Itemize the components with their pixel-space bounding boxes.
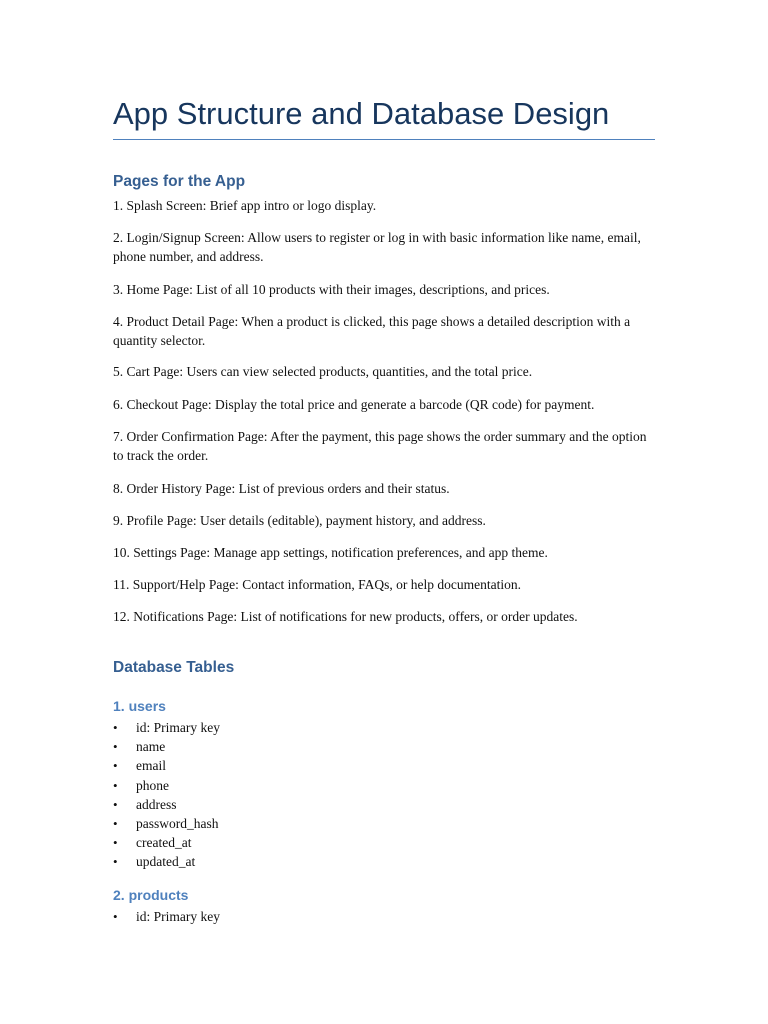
field-name: phone: [136, 777, 169, 793]
list-item: [113, 852, 220, 871]
bullet-icon: •: [113, 909, 118, 924]
field-name: created_at: [136, 835, 192, 851]
page-item-2: 2. Login/Signup Screen: Allow users to register or log in with basic information like name, email, phone number, and address.: [113, 230, 641, 264]
page-item-1: 1. Splash Screen: Brief app intro or logo display.: [113, 198, 377, 213]
bullet-icon: •: [113, 720, 118, 735]
list-item: [113, 737, 220, 756]
bullet-icon: •: [113, 835, 118, 851]
field-name: id: Primary key: [136, 720, 220, 735]
page-item-4: 4. Product Detail Page: When a product is clicked, this page shows a detailed description with a quantity selector.: [113, 314, 631, 348]
page-item-11: 11. Support/Help Page: Contact information, FAQs, or help documentation.: [113, 577, 521, 592]
section-heading-database: Database Tables: [113, 659, 235, 676]
document-title: App Structure and Database Design: [113, 96, 610, 131]
page-item-3: 3. Home Page: List of all 10 products with their images, descriptions, and prices.: [113, 282, 550, 297]
field-name: password_hash: [136, 815, 219, 831]
list-item: [113, 814, 220, 833]
products-field-list: [113, 907, 220, 926]
bullet-icon: •: [113, 796, 118, 812]
page-item-9: 9. Profile Page: User details (editable), payment history, and address.: [113, 513, 486, 528]
page-item-5: 5. Cart Page: Users can view selected products, quantities, and the total price.: [113, 364, 533, 379]
field-name: address: [136, 796, 177, 812]
table-heading-products: 2. products: [113, 887, 189, 903]
field-name: email: [136, 758, 166, 774]
page-item-8: 8. Order History Page: List of previous orders and their status.: [113, 481, 450, 496]
list-item: [113, 907, 220, 926]
table-heading-users: 1. users: [113, 698, 166, 714]
users-field-list: [113, 718, 220, 872]
section-heading-pages: Pages for the App: [113, 173, 246, 190]
list-item: [113, 718, 220, 737]
title-underline: [113, 139, 655, 140]
page-item-12: 12. Notifications Page: List of notifications for new products, offers, or order updates.: [113, 609, 578, 624]
page-item-10: 10. Settings Page: Manage app settings, notification preferences, and app theme.: [113, 545, 548, 560]
bullet-icon: •: [113, 739, 118, 755]
list-item: [113, 795, 220, 814]
bullet-icon: •: [113, 758, 118, 774]
list-item: [113, 776, 220, 795]
list-item: [113, 833, 220, 852]
field-name: id: Primary key: [136, 909, 220, 924]
list-item: [113, 756, 220, 775]
field-name: name: [136, 739, 166, 755]
bullet-icon: •: [113, 815, 118, 831]
field-name: updated_at: [136, 854, 196, 870]
bullet-icon: •: [113, 854, 118, 870]
page-item-7: 7. Order Confirmation Page: After the payment, this page shows the order summary and the option to track the order.: [113, 429, 647, 463]
page-item-6: 6. Checkout Page: Display the total price and generate a barcode (QR code) for payment.: [113, 397, 595, 412]
bullet-icon: •: [113, 777, 118, 793]
